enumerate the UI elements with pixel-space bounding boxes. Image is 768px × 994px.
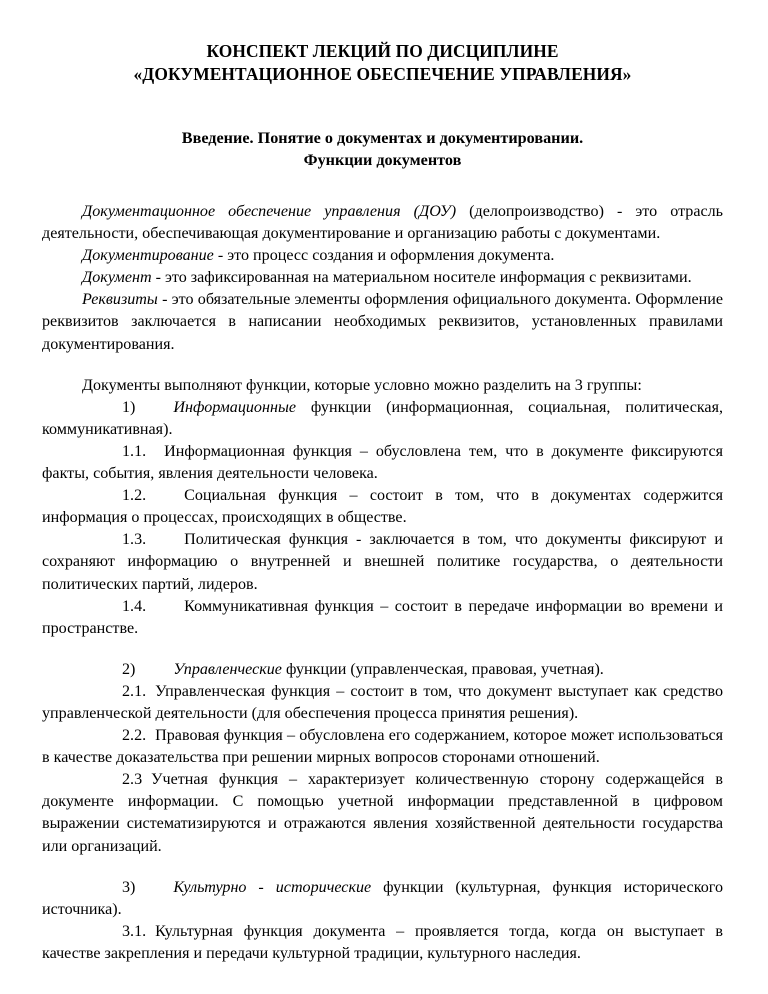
definition-document-text: - это зафиксированная на материальном носителе информация с реквизитами.: [151, 269, 692, 287]
group-1-marker: 1): [122, 398, 136, 416]
spacer-after-title: [42, 86, 723, 127]
item-3-1-text: Культурная функция документа – проявляется тогда, когда он выступает в качестве закрепления и передачи культурной традиции, культурного наследия.: [42, 922, 723, 962]
definition-documentirovanie: [42, 245, 723, 267]
definition-document-term: Документ: [82, 269, 152, 287]
page-title-line-1: КОНСПЕКТ ЛЕКЦИЙ ПО ДИСЦИПЛИНЕ: [206, 41, 559, 61]
item-1-3-number: 1.3.: [122, 531, 147, 549]
item-1-1: [42, 441, 723, 485]
item-1-4: [42, 596, 723, 640]
item-2-1-number: 2.1.: [122, 682, 147, 700]
definition-rekvizity: [42, 289, 723, 355]
item-2-3-number: 2.3: [122, 771, 143, 789]
section-heading-line-2: Функции документов: [303, 151, 462, 169]
group-2-marker: 2): [122, 660, 136, 678]
group-1-title: Информационные: [173, 398, 296, 416]
spacer-before-group-2: [42, 640, 723, 659]
group-3-rest: функции (культурная, функция исторического источника).: [42, 878, 723, 918]
group-2-rest: функции (управленческая, правовая, учетная).: [281, 660, 604, 678]
section-heading-line-1: Введение. Понятие о документах и документировании.: [181, 129, 584, 147]
definition-rekvizity-term: Реквизиты: [82, 291, 158, 309]
page-title-line-2: «ДОКУМЕНТАЦИОННОЕ ОБЕСПЕЧЕНИЕ УПРАВЛЕНИЯ»: [133, 64, 632, 84]
item-1-2-text: Социальная функция – состоит в том, что в документах содержится информация о процессах, происходящих в обществе.: [42, 487, 723, 527]
definition-dou-term: Документационное обеспечение управления (ДОУ): [82, 203, 457, 220]
item-1-2: [42, 485, 723, 529]
spacer-after-heading: [42, 171, 723, 201]
group-1-rest: функции (информационная, социальная, политическая, коммуникативная).: [42, 398, 723, 438]
page-title: [42, 40, 723, 86]
definition-documentirovanie-text: - это процесс создания и оформления документа.: [213, 247, 555, 265]
definition-documentirovanie-term: Документирование: [82, 247, 214, 265]
definition-dou-text: (делопроизводство) - это отрасль деятельности, обеспечивающая документирование и организацию работы с документами.: [42, 203, 724, 243]
spacer-before-intro: [42, 356, 723, 375]
item-1-4-text: Коммуникативная функция – состоит в передаче информации во времени и пространстве.: [42, 597, 723, 637]
item-2-2-number: 2.2.: [122, 727, 147, 745]
section-heading: [42, 127, 723, 171]
item-2-3-text: Учетная функция – характеризует количественную сторону содержащейся в документе информации. С помощью учетной информации представленной в цифровом выражении систематизируются и отражаются явления хозяйственной деятельности государства или организаций.: [42, 771, 723, 855]
item-1-3-text: Политическая функция - заключается в том, что документы фиксируют и сохраняют информацию о внутренней и внешней политике государства, о деятельности политических партий, лидеров.: [42, 531, 723, 593]
group-2-title: Управленческие: [173, 660, 282, 678]
group-2-heading: [42, 659, 723, 681]
item-2-3: [42, 769, 723, 857]
item-3-1-number: 3.1.: [122, 922, 147, 940]
definition-dou: [42, 201, 723, 245]
definition-document: [42, 267, 723, 289]
group-1-heading: [42, 397, 723, 441]
item-2-2-text: Правовая функция – обусловлена его содержанием, которое может использоваться в качестве доказательства при решении мирных вопросов сторонами отношений.: [42, 727, 723, 767]
item-2-1: [42, 681, 723, 725]
item-1-1-number: 1.1.: [122, 442, 147, 460]
intro-functions: Документы выполняют функции, которые условно можно разделить на 3 группы:: [82, 376, 642, 394]
spacer-before-group-3: [42, 858, 723, 877]
item-1-2-number: 1.2.: [122, 487, 147, 505]
item-1-4-number: 1.4.: [122, 597, 147, 615]
item-2-1-text: Управленческая функция – состоит в том, что документ выступает как средство управленческой деятельности (для обеспечения процесса принятия решения).: [42, 682, 723, 722]
definition-rekvizity-text: - это обязательные элементы оформления официального документа. Оформление реквизитов заключается в написании необходимых реквизитов, установленных правилами документирования.: [42, 291, 723, 353]
item-2-2: [42, 725, 723, 769]
item-3-1: [42, 921, 723, 965]
group-3-heading: [42, 877, 723, 921]
group-3-title: Культурно - исторические: [173, 878, 372, 896]
item-1-3: [42, 529, 723, 595]
item-1-1-text: Информационная функция – обусловлена тем, что в документе фиксируются факты, события, явления деятельности человека.: [42, 442, 723, 483]
group-3-marker: 3): [122, 878, 136, 896]
